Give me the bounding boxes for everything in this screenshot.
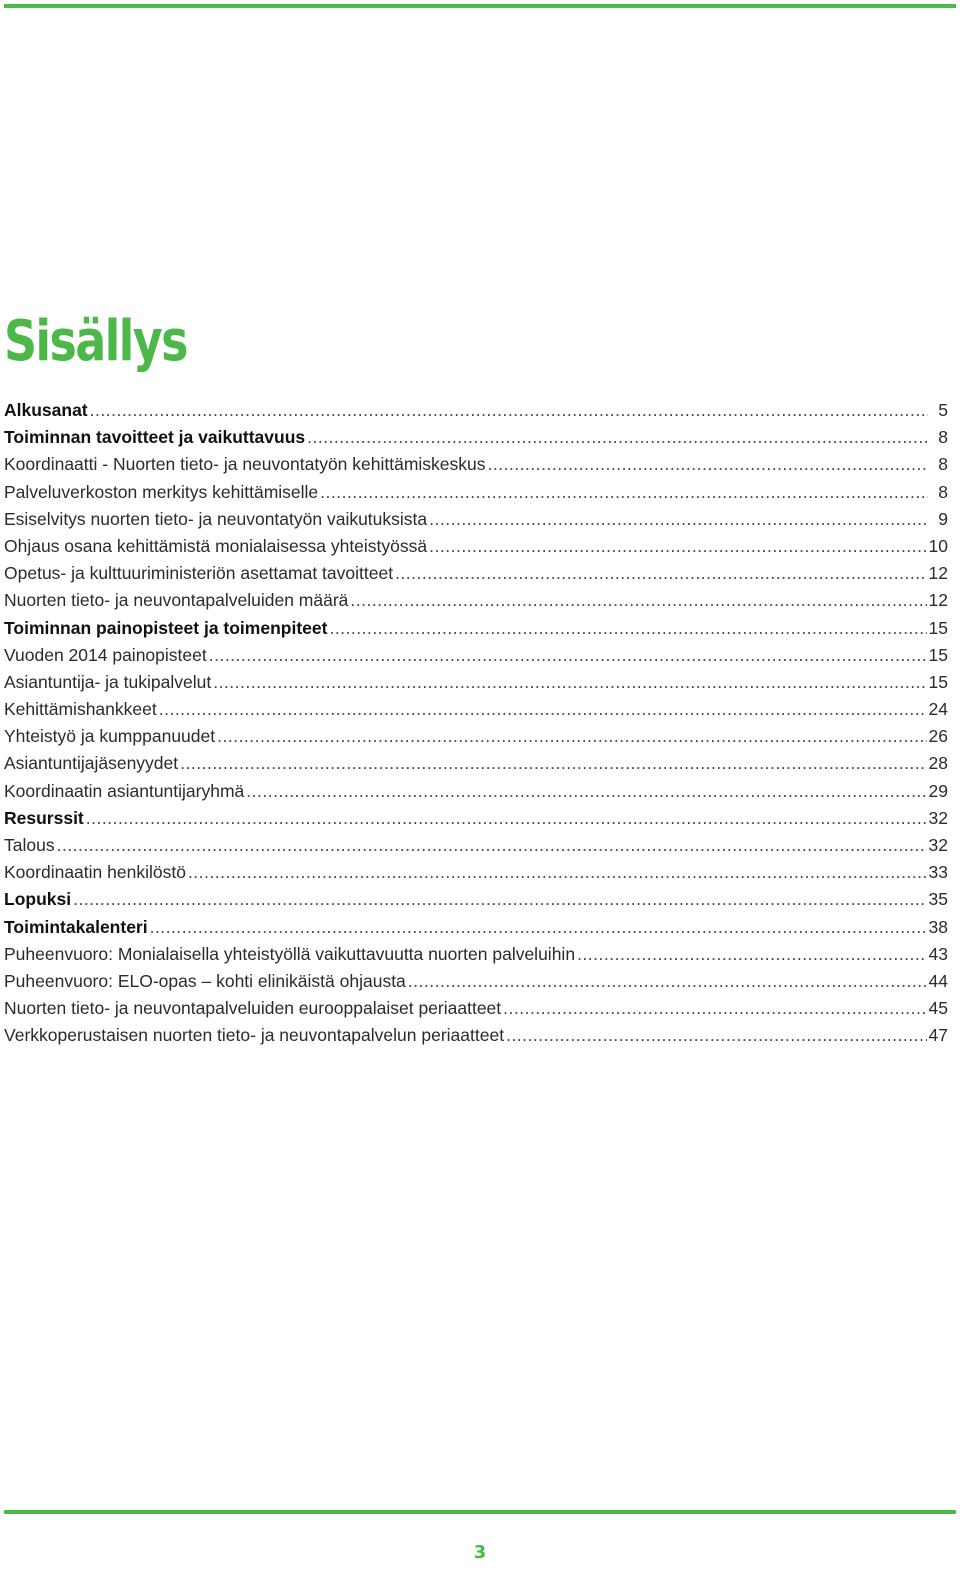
- toc-entry-label: Esiselvitys nuorten tieto- ja neuvontatyön vaikutuksista: [4, 508, 428, 529]
- toc-entry[interactable]: [4, 451, 948, 478]
- toc-dot-leader: [488, 451, 928, 478]
- toc-entry-label: Nuorten tieto- ja neuvontapalveluiden määrä: [4, 590, 349, 611]
- toc-entry-label: Koordinaatin asiantuntijaryhmä: [4, 780, 245, 801]
- toc-entry[interactable]: [4, 479, 948, 506]
- toc-dot-leader: [506, 1022, 926, 1049]
- toc-entry[interactable]: [4, 886, 948, 913]
- toc-entry-label: Koordinaatin henkilöstö: [4, 862, 186, 883]
- toc-dot-leader: [395, 560, 926, 587]
- page-title: Sisällys: [4, 309, 187, 374]
- table-of-contents: [4, 397, 948, 1050]
- toc-entry-page: 26: [928, 726, 948, 747]
- toc-entry-page: 47: [928, 1025, 948, 1046]
- toc-entry-page: 35: [928, 889, 948, 910]
- toc-entry-label: Asiantuntijajäsenyydet: [4, 753, 179, 774]
- toc-entry[interactable]: [4, 968, 948, 995]
- toc-entry-page: 45: [928, 998, 948, 1019]
- toc-dot-leader: [429, 506, 928, 533]
- toc-dot-leader: [350, 587, 926, 614]
- toc-dot-leader: [213, 669, 926, 696]
- toc-entry-page: 9: [938, 508, 948, 529]
- toc-entry-page: 29: [928, 780, 948, 801]
- toc-entry-label: Vuoden 2014 painopisteet: [4, 644, 207, 665]
- toc-entry-page: 24: [928, 699, 948, 720]
- toc-entry-label: Toimintakalenteri: [4, 916, 148, 937]
- toc-entry[interactable]: [4, 805, 948, 832]
- toc-entry[interactable]: [4, 1022, 948, 1049]
- toc-entry-page: 38: [928, 916, 948, 937]
- toc-entry-label: Opetus- ja kulttuuriministeriön asettamat tavoitteet: [4, 563, 394, 584]
- toc-entry[interactable]: [4, 778, 948, 805]
- toc-entry[interactable]: [4, 615, 948, 642]
- toc-entry-label: Nuorten tieto- ja neuvontapalveluiden eurooppalaiset periaatteet: [4, 998, 502, 1019]
- toc-entry-label: Asiantuntija- ja tukipalvelut: [4, 671, 212, 692]
- toc-entry[interactable]: [4, 914, 948, 941]
- toc-dot-leader: [217, 723, 926, 750]
- toc-entry-page: 43: [928, 943, 948, 964]
- toc-entry-label: Verkkoperustaisen nuorten tieto- ja neuvontapalvelun periaatteet: [4, 1025, 505, 1046]
- toc-entry-page: 8: [938, 481, 948, 502]
- toc-entry-label: Yhteistyö ja kumppanuudet: [4, 726, 216, 747]
- page-number: 3: [473, 1542, 487, 1563]
- toc-entry-label: Resurssit: [4, 807, 84, 828]
- toc-entry-page: 44: [928, 970, 948, 991]
- toc-dot-leader: [159, 696, 927, 723]
- toc-dot-leader: [73, 886, 926, 913]
- toc-entry[interactable]: [4, 397, 948, 424]
- toc-dot-leader: [503, 995, 926, 1022]
- toc-entry-page: 15: [928, 644, 948, 665]
- toc-entry[interactable]: [4, 995, 948, 1022]
- toc-entry[interactable]: [4, 560, 948, 587]
- toc-dot-leader: [429, 533, 926, 560]
- toc-entry-page: 8: [938, 454, 948, 475]
- toc-entry[interactable]: [4, 941, 948, 968]
- toc-dot-leader: [577, 941, 926, 968]
- toc-dot-leader: [57, 832, 927, 859]
- toc-dot-leader: [246, 778, 926, 805]
- toc-entry-page: 12: [928, 590, 948, 611]
- toc-entry-page: 5: [938, 400, 948, 420]
- toc-entry-label: Koordinaatti - Nuorten tieto- ja neuvontatyön kehittämiskeskus: [4, 454, 486, 475]
- toc-entry-label: Toiminnan tavoitteet ja vaikuttavuus: [4, 427, 306, 448]
- toc-entry[interactable]: [4, 669, 948, 696]
- toc-entry[interactable]: [4, 587, 948, 614]
- toc-entry-label: Lopuksi: [4, 889, 72, 910]
- toc-entry[interactable]: [4, 859, 948, 886]
- toc-entry-page: 8: [938, 427, 948, 448]
- toc-entry[interactable]: [4, 533, 948, 560]
- toc-entry-page: 15: [928, 617, 948, 638]
- toc-entry[interactable]: [4, 832, 948, 859]
- toc-entry-label: Toiminnan painopisteet ja toimenpiteet: [4, 617, 328, 638]
- top-rule: [4, 4, 956, 8]
- toc-entry-page: 10: [928, 535, 948, 556]
- toc-dot-leader: [188, 859, 927, 886]
- toc-dot-leader: [150, 914, 927, 941]
- toc-dot-leader: [320, 479, 928, 506]
- toc-entry-page: 32: [928, 835, 948, 855]
- toc-entry-label: Talous: [4, 835, 55, 855]
- toc-entry[interactable]: [4, 506, 948, 533]
- toc-entry-page: 32: [928, 807, 948, 828]
- toc-dot-leader: [209, 642, 927, 669]
- toc-entry-page: 28: [928, 753, 948, 774]
- toc-entry-page: 15: [928, 671, 948, 692]
- bottom-rule: [4, 1510, 956, 1514]
- toc-entry[interactable]: [4, 696, 948, 723]
- toc-entry-label: Puheenvuoro: ELO-opas – kohti elinikäistä ohjausta: [4, 970, 406, 991]
- toc-dot-leader: [408, 968, 927, 995]
- toc-entry-label: Alkusanat: [4, 400, 88, 420]
- toc-entry-page: 12: [928, 563, 948, 584]
- toc-dot-leader: [90, 397, 928, 424]
- toc-entry[interactable]: [4, 424, 948, 451]
- toc-entry-label: Puheenvuoro: Monialaisella yhteistyöllä vaikuttavuutta nuorten palveluihin: [4, 943, 576, 964]
- toc-entry-label: Palveluverkoston merkitys kehittämiselle: [4, 481, 319, 502]
- toc-entry-page: 33: [928, 862, 948, 883]
- toc-entry[interactable]: [4, 750, 948, 777]
- toc-entry-label: Kehittämishankkeet: [4, 699, 157, 720]
- toc-entry[interactable]: [4, 723, 948, 750]
- toc-dot-leader: [329, 615, 926, 642]
- toc-dot-leader: [180, 750, 926, 777]
- toc-dot-leader: [307, 424, 928, 451]
- toc-entry-label: Ohjaus osana kehittämistä monialaisessa yhteistyössä: [4, 535, 428, 556]
- toc-dot-leader: [86, 805, 927, 832]
- toc-entry[interactable]: [4, 642, 948, 669]
